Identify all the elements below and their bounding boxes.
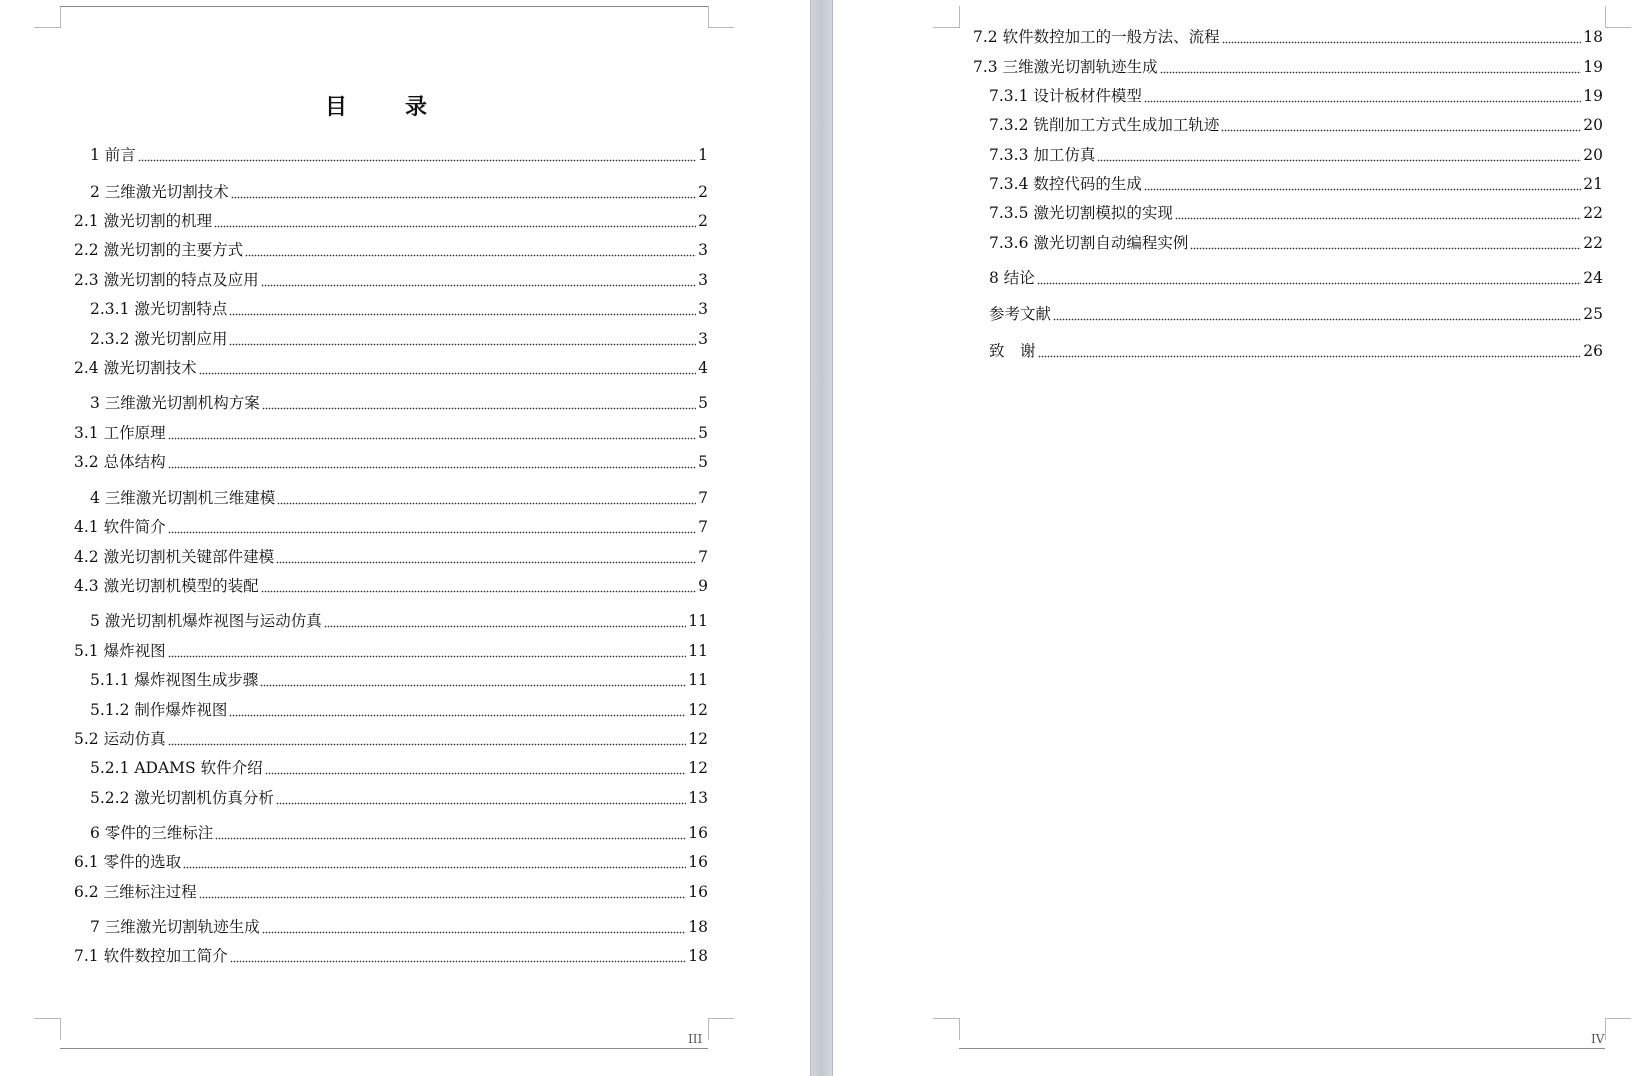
toc-entry-page: 7 [698,548,708,566]
toc-entry-title: 5.1 爆炸视图 [74,642,166,660]
toc-entry-title: 5.1.2 制作爆炸视图 [90,701,228,719]
toc-entry-page: 18 [1583,28,1603,46]
toc-entry-title: 7.3.1 设计板材件模型 [989,87,1142,105]
toc-leader-dots [1053,317,1581,321]
toc-entry-title: 5.2 运动仿真 [74,730,166,748]
toc-leader-dots [262,406,696,410]
toc-entry[interactable] [74,946,708,966]
toc-entry-title: 7.2 软件数控加工的一般方法、流程 [973,28,1220,46]
crop-mark [34,27,60,28]
toc-entry-title: 3 三维激光切割机构方案 [90,394,260,412]
toc-entry-page: 22 [1583,204,1603,222]
toc-entry[interactable] [74,576,708,596]
toc-entry-page: 7 [698,518,708,536]
toc-entry[interactable] [989,233,1603,253]
toc-leader-dots [260,683,686,687]
crop-mark [60,1018,61,1040]
toc-leader-dots [262,930,686,934]
crop-mark [933,1018,959,1019]
toc-entry-title: 7 三维激光切割轨迹生成 [90,918,260,936]
header-rule [60,6,708,7]
toc-entry[interactable] [90,488,708,508]
toc-entry[interactable] [74,852,708,872]
toc-entry-page: 3 [698,300,708,318]
toc-entry-page: 12 [688,759,708,777]
toc-leader-dots [183,865,686,869]
toc-entry[interactable] [74,729,708,749]
toc-entry-title: 7.3.2 铣削加工方式生成加工轨迹 [989,116,1220,134]
toc-entry[interactable] [90,393,708,413]
toc-entry[interactable] [90,670,708,690]
toc-entry-page: 4 [698,359,708,377]
toc-entry[interactable] [74,240,708,260]
toc-entry[interactable] [989,304,1603,324]
toc-entry-title: 7.3.5 激光切割模拟的实现 [989,204,1173,222]
toc-entry[interactable] [90,329,708,349]
toc-entry[interactable] [989,203,1603,223]
toc-entry-page: 21 [1583,175,1603,193]
page-number: IV [1591,1032,1605,1046]
crop-mark [34,1018,60,1019]
crop-mark [959,1018,960,1040]
toc-entry[interactable] [989,341,1603,361]
toc-entry-title: 1 前言 [90,146,136,164]
crop-mark [1605,6,1606,28]
document-page-right [833,0,1645,1076]
toc-entry-title: 6.2 三维标注过程 [74,883,197,901]
toc-leader-dots [261,283,697,287]
toc-entry-page: 11 [688,612,708,630]
toc-entry[interactable] [74,211,708,231]
toc-entry[interactable] [989,115,1603,135]
footer-rule [959,1048,1605,1049]
crop-mark [1605,1018,1606,1040]
toc-entry-page: 11 [688,642,708,660]
toc-leader-dots [1144,187,1581,191]
toc-leader-dots [229,713,686,717]
toc-entry[interactable] [973,27,1603,47]
toc-entry-page: 19 [1583,87,1603,105]
toc-leader-dots [168,530,697,534]
document-page-left [0,0,810,1076]
toc-leader-dots [168,742,687,746]
toc-entry-page: 18 [688,918,708,936]
toc-entry-page: 13 [688,789,708,807]
toc-entry-title: 7.3.6 激光切割自动编程实例 [989,234,1189,252]
toc-leader-dots [261,589,697,593]
toc-entry-title: 致 谢 [989,342,1036,360]
toc-entry[interactable] [74,641,708,661]
crop-mark [60,6,61,28]
toc-leader-dots [1097,158,1581,162]
toc-entry-title: 2.4 激光切割技术 [74,359,197,377]
toc-leader-dots [1190,246,1581,250]
toc-entry-page: 20 [1583,116,1603,134]
toc-entry[interactable] [74,517,708,537]
toc-entry-page: 12 [688,730,708,748]
toc-leader-dots [1160,70,1582,74]
toc-entry-page: 24 [1583,269,1603,287]
crop-mark [708,1018,709,1040]
toc-entry-page: 16 [688,853,708,871]
toc-entry[interactable] [90,788,708,808]
toc-entry-title: 5.2.2 激光切割机仿真分析 [90,789,274,807]
toc-entry-title: 7.3.4 数控代码的生成 [989,175,1142,193]
toc-leader-dots [231,195,696,199]
toc-entry[interactable] [74,270,708,290]
toc-entry[interactable] [74,547,708,567]
toc-entry-page: 2 [698,212,708,230]
toc-leader-dots [214,224,696,228]
toc-leader-dots [277,501,696,505]
toc-entry[interactable] [90,611,708,631]
toc-entry-page: 16 [688,824,708,842]
toc-entry-title: 6 零件的三维标注 [90,824,214,842]
toc-entry[interactable] [90,758,708,778]
toc-leader-dots [245,253,696,257]
toc-entry-title: 参考文献 [989,305,1052,323]
toc-entry-page: 26 [1583,342,1603,360]
toc-entry[interactable] [989,268,1603,288]
toc-leader-dots [138,158,696,162]
crop-mark [708,6,709,28]
toc-leader-dots [229,342,696,346]
toc-entry-page: 3 [698,271,708,289]
toc-leader-dots [215,836,686,840]
toc-leader-dots [229,312,696,316]
toc-entry-title: 2.3.1 激光切割特点 [90,300,228,318]
toc-entry-page: 9 [698,577,708,595]
toc-leader-dots [1037,281,1581,285]
toc-leader-dots [1221,128,1581,132]
toc-entry-page: 18 [688,947,708,965]
footer-rule [60,1048,708,1049]
toc-entry-page: 12 [688,701,708,719]
toc-leader-dots [168,654,687,658]
toc-entry-page: 25 [1583,305,1603,323]
toc-entry-page: 20 [1583,146,1603,164]
toc-entry-page: 22 [1583,234,1603,252]
toc-entry[interactable] [989,174,1603,194]
toc-leader-dots [1038,354,1582,358]
toc-entry[interactable] [74,882,708,902]
toc-entry-title: 5 激光切割机爆炸视图与运动仿真 [90,612,322,630]
toc-entry[interactable] [973,57,1603,77]
toc-entry-title: 8 结论 [989,269,1035,287]
crop-mark [708,1018,734,1019]
crop-mark [933,27,959,28]
toc-leader-dots [1222,40,1582,44]
toc-entry-page: 16 [688,883,708,901]
toc-entry-page: 11 [688,671,708,689]
toc-entry-title: 2.2 激光切割的主要方式 [74,241,244,259]
toc-entry-title: 7.3.3 加工仿真 [989,146,1096,164]
toc-entry-title: 2.3 激光切割的特点及应用 [74,271,259,289]
toc-entry-title: 2 三维激光切割技术 [90,183,229,201]
toc-entry[interactable] [74,423,708,443]
toc-entry-title: 5.1.1 爆炸视图生成步骤 [90,671,259,689]
toc-entry-page: 5 [698,453,708,471]
toc-entry[interactable] [90,182,708,202]
toc-entry-title: 6.1 零件的选取 [74,853,182,871]
toc-leader-dots [168,436,697,440]
toc-entry[interactable] [989,145,1603,165]
toc-entry-title: 7.3 三维激光切割轨迹生成 [973,58,1158,76]
toc-leader-dots [230,959,687,963]
toc-leader-dots [199,895,687,899]
toc-entry-page: 3 [698,241,708,259]
toc-entry-title: 3.2 总体结构 [74,453,166,471]
page-gutter [810,0,833,1076]
toc-entry[interactable] [74,358,708,378]
toc-leader-dots [1144,99,1581,103]
toc-entry[interactable] [989,86,1603,106]
toc-entry-title: 2.3.2 激光切割应用 [90,330,228,348]
page-number: III [688,1032,703,1046]
toc-entry[interactable] [90,917,708,937]
toc-entry-title: 3.1 工作原理 [74,424,166,442]
toc-entry-title: 4.2 激光切割机关键部件建模 [74,548,275,566]
crop-mark [708,27,734,28]
toc-entry[interactable] [90,700,708,720]
toc-entry[interactable] [90,823,708,843]
toc-entry-page: 5 [698,394,708,412]
toc-entry-page: 3 [698,330,708,348]
crop-mark [1605,27,1631,28]
toc-entry-page: 5 [698,424,708,442]
toc-entry-title: 2.1 激光切割的机理 [74,212,213,230]
toc-entry-page: 7 [698,489,708,507]
toc-leader-dots [276,560,696,564]
toc-entry-page: 19 [1583,58,1603,76]
toc-entry-title: 4 三维激光切割机三维建模 [90,489,276,507]
crop-mark [959,6,960,28]
toc-entry[interactable] [90,145,708,165]
toc-entry-title: 5.2.1 ADAMS 软件介绍 [90,759,263,777]
toc-leader-dots [199,371,697,375]
toc-leader-dots [1175,216,1581,220]
toc-leader-dots [265,771,687,775]
crop-mark [1605,1018,1631,1019]
toc-entry[interactable] [90,299,708,319]
toc-entry-title: 4.1 软件简介 [74,518,166,536]
toc-leader-dots [168,465,697,469]
toc-heading: 目 录 [324,94,445,120]
toc-leader-dots [324,624,686,628]
toc-entry-page: 2 [698,183,708,201]
toc-leader-dots [276,801,686,805]
toc-entry[interactable] [74,452,708,472]
toc-entry-title: 7.1 软件数控加工简介 [74,947,228,965]
toc-entry-title: 4.3 激光切割机模型的装配 [74,577,259,595]
toc-entry-page: 1 [698,146,708,164]
